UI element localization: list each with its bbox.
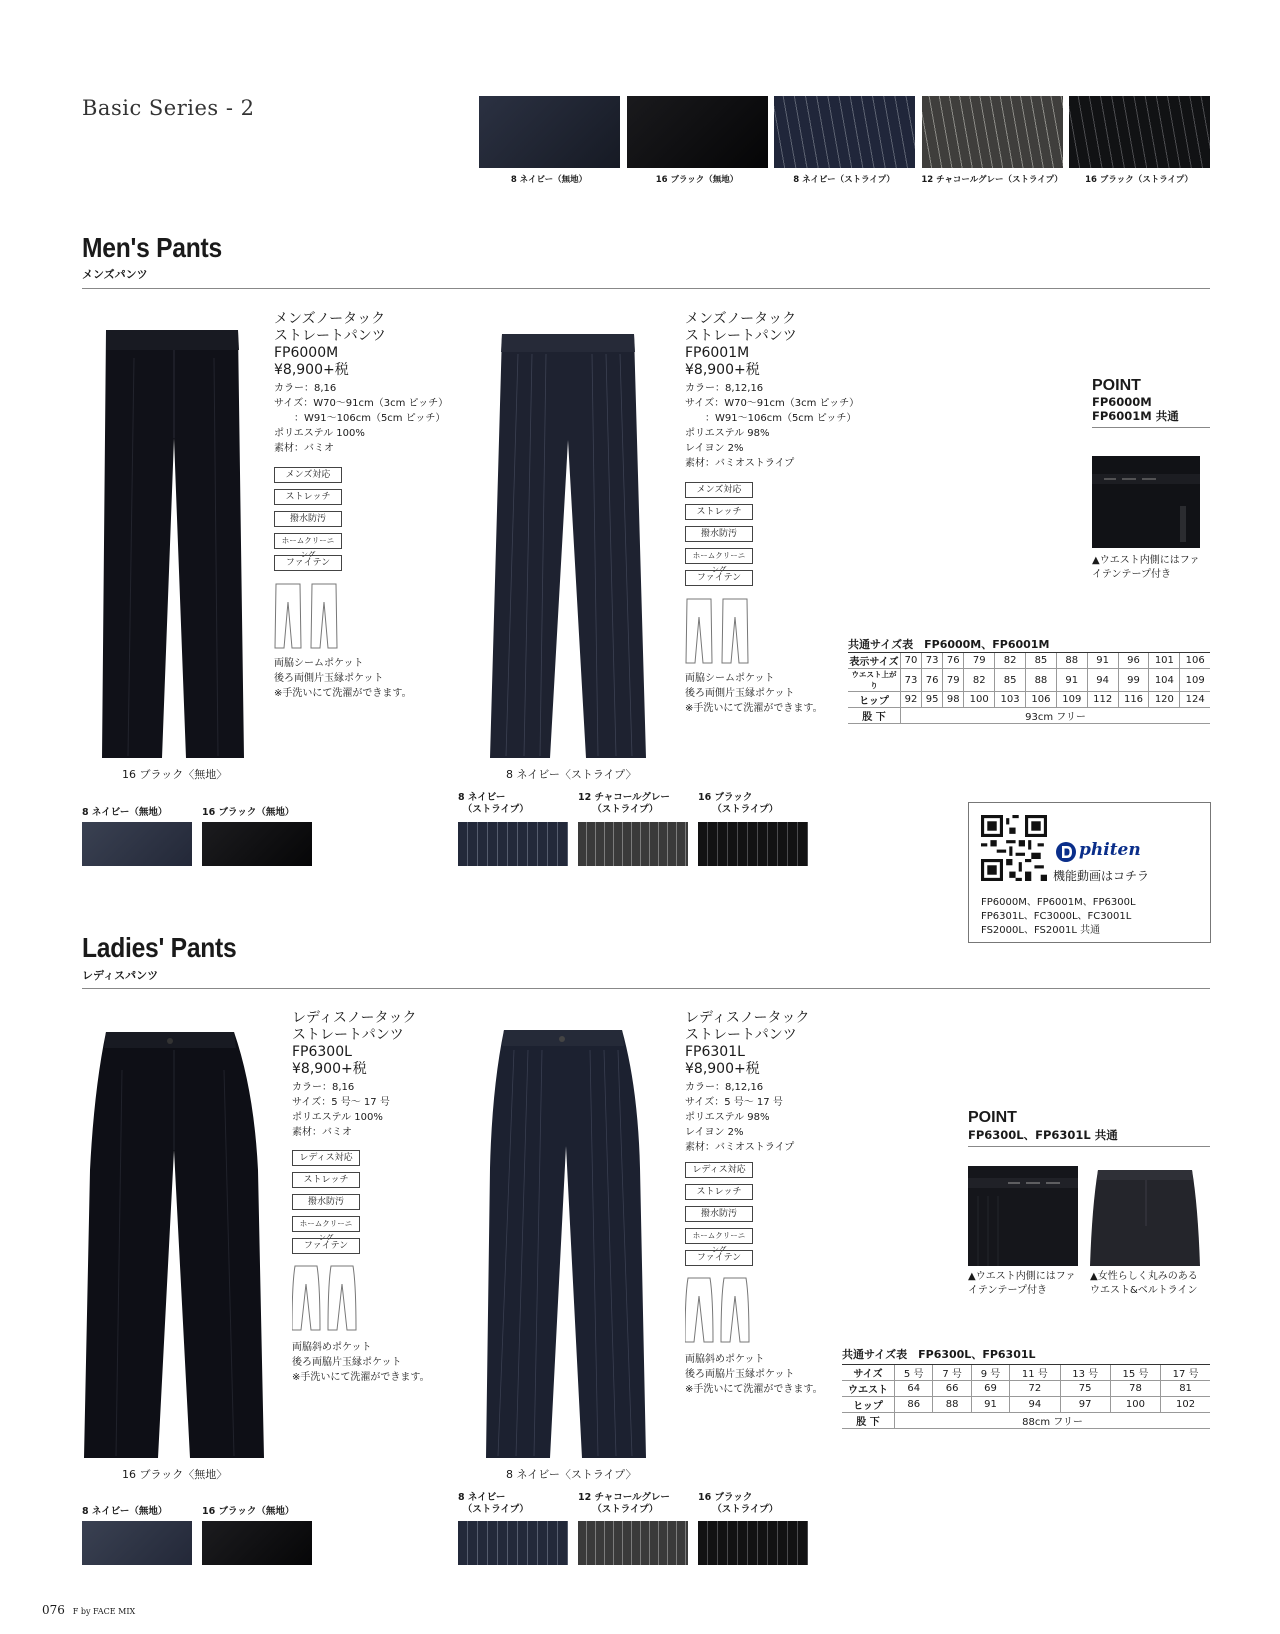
pant-image-fp6300l: [82, 1030, 268, 1460]
fabric-swatch: [458, 822, 568, 866]
table-cell: 股 下: [842, 1413, 895, 1429]
fabric-label: 16 ブラック （ストライプ）: [698, 1492, 779, 1515]
feature-tag: ストレッチ: [685, 1184, 753, 1200]
image-caption: 16 ブラック〈無地〉: [122, 768, 228, 781]
point-caption: ▲ウエスト内側にはファ: [1092, 555, 1200, 566]
size-table-title: 共通サイズ表 FP6000M、FP6001M: [848, 638, 1050, 651]
table-cell: ヒップ: [848, 692, 901, 708]
product-name: レディスノータック: [685, 1010, 810, 1026]
ladies-section-title: Ladies' Pants: [82, 932, 237, 963]
phiten-models: FP6000M、FP6001M、FP6300L: [981, 897, 1136, 908]
ladies-section-subtitle: レディスパンツ: [82, 969, 159, 982]
table-cell: 93cm フリー: [901, 708, 1211, 724]
product-name: レディスノータック: [292, 1010, 417, 1026]
series-title: Basic Series - 2: [82, 96, 255, 120]
feature-tag: ホームクリーニング: [274, 533, 342, 549]
fabric-swatch: [458, 1521, 568, 1565]
point-subtitle: FP6001M 共通: [1092, 409, 1179, 423]
table-cell: 73: [901, 669, 922, 692]
table-cell: 表示サイズ: [848, 653, 901, 669]
feature-tag: ホームクリーニング: [685, 548, 753, 564]
feature-tag: ファイテン: [685, 570, 753, 586]
point-title: POINT: [1092, 377, 1141, 394]
table-cell: 109: [1056, 692, 1087, 708]
table-row: [848, 708, 1210, 724]
pant-line-drawing: [685, 597, 751, 665]
swatch-label: 16 ブラック（無地）: [655, 175, 739, 185]
table-cell: ウエスト上がり: [848, 669, 901, 692]
table-cell: 116: [1118, 692, 1149, 708]
point-caption: ▲ウエスト内側にはファ: [968, 1271, 1076, 1282]
phiten-brand: phiten: [1079, 840, 1141, 860]
product-spec: カラー：8,12,16 サイズ：5 号～ 17 号 ポリエステル 98% レイヨン 2% 素材：バミオストライプ: [685, 1082, 795, 1153]
image-caption: 8 ネイビー〈ストライプ〉: [506, 768, 637, 781]
table-cell: 106: [1026, 692, 1057, 708]
table-cell: 120: [1149, 692, 1180, 708]
table-cell: 124: [1180, 692, 1210, 708]
phiten-logo-icon: [1055, 841, 1077, 863]
swatch-navy-stripe: [774, 96, 915, 168]
table-cell: 91: [971, 1397, 1009, 1413]
table-cell: 86: [895, 1397, 933, 1413]
fabric-label: 8 ネイビー （ストライプ）: [458, 792, 529, 815]
page-footer: [42, 1603, 135, 1617]
pant-line-drawing: [274, 582, 340, 650]
table-cell: 88: [933, 1397, 971, 1413]
table-cell: 9 号: [971, 1365, 1009, 1381]
table-cell: 64: [895, 1381, 933, 1397]
point-caption: ▲女性らしく丸みのある: [1090, 1271, 1198, 1282]
point-subtitle: FP6000M: [1092, 395, 1152, 409]
feature-tag: メンズ対応: [274, 467, 342, 483]
swatch-label: 8 ネイビー（ストライプ）: [793, 175, 895, 185]
pant-image-fp6000m: [98, 328, 254, 760]
ladies-size-table: [842, 1364, 1210, 1429]
table-cell: 72: [1010, 1381, 1060, 1397]
fabric-swatch: [202, 822, 312, 866]
swatch-label: 8 ネイビー（無地）: [510, 175, 588, 185]
feature-tag: レディス対応: [292, 1150, 360, 1166]
feature-tag: ホームクリーニング: [685, 1228, 753, 1244]
table-cell: ヒップ: [842, 1397, 895, 1413]
product-notes: 両脇シームポケット 後ろ両側片玉縁ポケット ※手洗いにて洗濯ができます。: [274, 658, 412, 699]
feature-tag: ファイテン: [685, 1250, 753, 1266]
table-cell: 94: [1010, 1397, 1060, 1413]
table-cell: 5 号: [895, 1365, 933, 1381]
table-cell: 79: [943, 669, 964, 692]
table-row: [848, 692, 1210, 708]
product-name: メンズノータック: [274, 311, 386, 327]
table-cell: 109: [1180, 669, 1210, 692]
product-code: FP6300L: [292, 1044, 352, 1060]
product-code: FP6301L: [685, 1044, 745, 1060]
point-photo-beltline: [1090, 1166, 1200, 1266]
product-price: ¥8,900+税: [685, 362, 760, 378]
product-notes: 両脇斜めポケット 後ろ両脇片玉縁ポケット ※手洗いにて洗濯ができます。: [292, 1342, 430, 1383]
section-divider: [82, 988, 1210, 989]
table-cell: 7 号: [933, 1365, 971, 1381]
table-cell: 98: [943, 692, 964, 708]
product-name: メンズノータック: [685, 311, 797, 327]
table-cell: 95: [922, 692, 943, 708]
page-number: 076: [42, 1603, 65, 1617]
table-cell: 88cm フリー: [895, 1413, 1211, 1429]
table-cell: 92: [901, 692, 922, 708]
table-cell: 112: [1087, 692, 1118, 708]
point-title: POINT: [968, 1109, 1017, 1126]
fabric-swatch: [578, 1521, 688, 1565]
table-cell: 82: [964, 669, 995, 692]
product-notes: 両脇斜めポケット 後ろ両脇片玉縁ポケット ※手洗いにて洗濯ができます。: [685, 1354, 823, 1395]
table-cell: 76: [943, 653, 964, 669]
point-photo-waist: [968, 1166, 1078, 1266]
table-row: [848, 653, 1210, 669]
feature-tag: ファイテン: [274, 555, 342, 571]
table-cell: 91: [1087, 653, 1118, 669]
table-cell: 股 下: [848, 708, 901, 724]
fabric-label: 8 ネイビー （ストライプ）: [458, 1492, 529, 1515]
point-subtitle: FP6300L、FP6301L 共通: [968, 1128, 1118, 1142]
mens-size-table: [848, 652, 1210, 724]
fabric-label: 8 ネイビー（無地）: [82, 1506, 168, 1517]
table-cell: 85: [1026, 653, 1057, 669]
fabric-swatch: [82, 1521, 192, 1565]
feature-tag: ファイテン: [292, 1238, 360, 1254]
table-cell: 76: [922, 669, 943, 692]
swatch-navy-plain: [479, 96, 620, 168]
fabric-label: 16 ブラック （ストライプ）: [698, 792, 779, 815]
section-divider: [82, 288, 1210, 289]
table-cell: 96: [1118, 653, 1149, 669]
table-cell: 88: [1056, 653, 1087, 669]
table-cell: 81: [1161, 1381, 1210, 1397]
table-cell: 100: [964, 692, 995, 708]
table-cell: 102: [1161, 1397, 1210, 1413]
table-cell: 70: [901, 653, 922, 669]
product-price: ¥8,900+税: [292, 1061, 367, 1077]
product-name: ストレートパンツ: [685, 1027, 797, 1043]
swatch-black-plain: [627, 96, 768, 168]
table-cell: 88: [1026, 669, 1057, 692]
product-code: FP6000M: [274, 345, 339, 361]
product-code: FP6001M: [685, 345, 750, 361]
table-cell: 97: [1060, 1397, 1110, 1413]
table-cell: 73: [922, 653, 943, 669]
phiten-models: FP6301L、FC3000L、FC3001L: [981, 911, 1132, 922]
table-cell: 91: [1056, 669, 1087, 692]
product-name: ストレートパンツ: [274, 328, 386, 344]
table-cell: サイズ: [842, 1365, 895, 1381]
table-cell: 99: [1118, 669, 1149, 692]
pant-image-fp6001m: [488, 332, 648, 760]
feature-tag: レディス対応: [685, 1162, 753, 1178]
feature-tag: ストレッチ: [685, 504, 753, 520]
table-cell: 78: [1110, 1381, 1160, 1397]
feature-tag: ストレッチ: [292, 1172, 360, 1188]
pant-line-drawing: [292, 1264, 358, 1332]
fabric-swatch: [698, 822, 808, 866]
table-cell: 101: [1149, 653, 1180, 669]
rule: [968, 1146, 1210, 1147]
fabric-label: 8 ネイビー（無地）: [82, 807, 168, 818]
fabric-label: 16 ブラック（無地）: [202, 807, 295, 818]
table-cell: 69: [971, 1381, 1009, 1397]
product-spec: カラー：8,16 サイズ：W70～91cm（3cm ピッチ） ：W91～106cm（5cm ピッチ） ポリエステル 100% 素材：バミオ: [274, 383, 449, 454]
fabric-label: 16 ブラック（無地）: [202, 1506, 295, 1517]
product-name: ストレートパンツ: [685, 328, 797, 344]
qr-code-icon[interactable]: [981, 815, 1047, 881]
point-photo-waist: [1092, 456, 1200, 548]
fabric-label: 12 チャコールグレー （ストライプ）: [578, 792, 670, 815]
table-cell: 106: [1180, 653, 1210, 669]
table-cell: 17 号: [1161, 1365, 1210, 1381]
fabric-swatch: [202, 1521, 312, 1565]
table-cell: ウエスト: [842, 1381, 895, 1397]
table-cell: 11 号: [1010, 1365, 1060, 1381]
table-cell: 94: [1087, 669, 1118, 692]
phiten-box: [968, 802, 1211, 943]
fabric-label: 12 チャコールグレー （ストライプ）: [578, 1492, 670, 1515]
point-caption: ウエスト&ベルトライン: [1090, 1285, 1198, 1296]
feature-tag: 撥水防汚: [685, 1206, 753, 1222]
swatch-label: 16 ブラック（ストライプ）: [1085, 175, 1193, 185]
table-cell: 100: [1110, 1397, 1160, 1413]
table-cell: 79: [964, 653, 995, 669]
fabric-swatch: [698, 1521, 808, 1565]
mens-section-title: Men's Pants: [82, 232, 222, 263]
swatch-black-stripe: [1069, 96, 1210, 168]
product-spec: カラー：8,12,16 サイズ：W70～91cm（3cm ピッチ） ：W91～106cm（5cm ピッチ） ポリエステル 98% レイヨン 2% 素材：バミオストライプ: [685, 383, 860, 469]
fabric-swatch: [578, 822, 688, 866]
table-row: [842, 1413, 1210, 1429]
swatch-label: 12 チャコールグレー（ストライプ）: [921, 175, 1063, 185]
image-caption: 8 ネイビー〈ストライプ〉: [506, 1468, 637, 1481]
feature-tag: ホームクリーニング: [292, 1216, 360, 1232]
table-cell: 15 号: [1110, 1365, 1160, 1381]
footer-brand: F by FACE MIX: [72, 1607, 136, 1616]
rule: [1092, 427, 1210, 428]
feature-tag: ストレッチ: [274, 489, 342, 505]
point-caption: イテンテープ付き: [1092, 569, 1171, 580]
pant-line-drawing: [685, 1276, 751, 1344]
table-cell: 75: [1060, 1381, 1110, 1397]
table-cell: 104: [1149, 669, 1180, 692]
table-cell: 66: [933, 1381, 971, 1397]
product-price: ¥8,900+税: [685, 1061, 760, 1077]
table-cell: 13 号: [1060, 1365, 1110, 1381]
product-spec: カラー：8,16 サイズ：5 号～ 17 号 ポリエステル 100% 素材：バミオ: [292, 1082, 390, 1138]
feature-tag: メンズ対応: [685, 482, 753, 498]
table-cell: 103: [995, 692, 1026, 708]
product-price: ¥8,900+税: [274, 362, 349, 378]
table-row: [842, 1397, 1210, 1413]
swatch-charcoal-stripe: [922, 96, 1063, 168]
fabric-swatch: [82, 822, 192, 866]
phiten-video-link[interactable]: 機能動画はコチラ: [1053, 869, 1150, 883]
phiten-models: FS2000L、FS2001L 共通: [981, 925, 1101, 936]
table-row: [842, 1365, 1210, 1381]
table-row: [848, 669, 1210, 692]
table-cell: 85: [995, 669, 1026, 692]
feature-tag: 撥水防汚: [292, 1194, 360, 1210]
pant-image-fp6301l: [482, 1028, 650, 1460]
table-cell: 82: [995, 653, 1026, 669]
product-notes: 両脇シームポケット 後ろ両側片玉縁ポケット ※手洗いにて洗濯ができます。: [685, 673, 823, 714]
size-table-title: 共通サイズ表 FP6300L、FP6301L: [842, 1348, 1036, 1361]
feature-tag: 撥水防汚: [685, 526, 753, 542]
mens-section-subtitle: メンズパンツ: [82, 268, 148, 281]
feature-tag: 撥水防汚: [274, 511, 342, 527]
image-caption: 16 ブラック〈無地〉: [122, 1468, 228, 1481]
point-caption: イテンテープ付き: [968, 1285, 1047, 1296]
table-row: [842, 1381, 1210, 1397]
product-name: ストレートパンツ: [292, 1027, 404, 1043]
